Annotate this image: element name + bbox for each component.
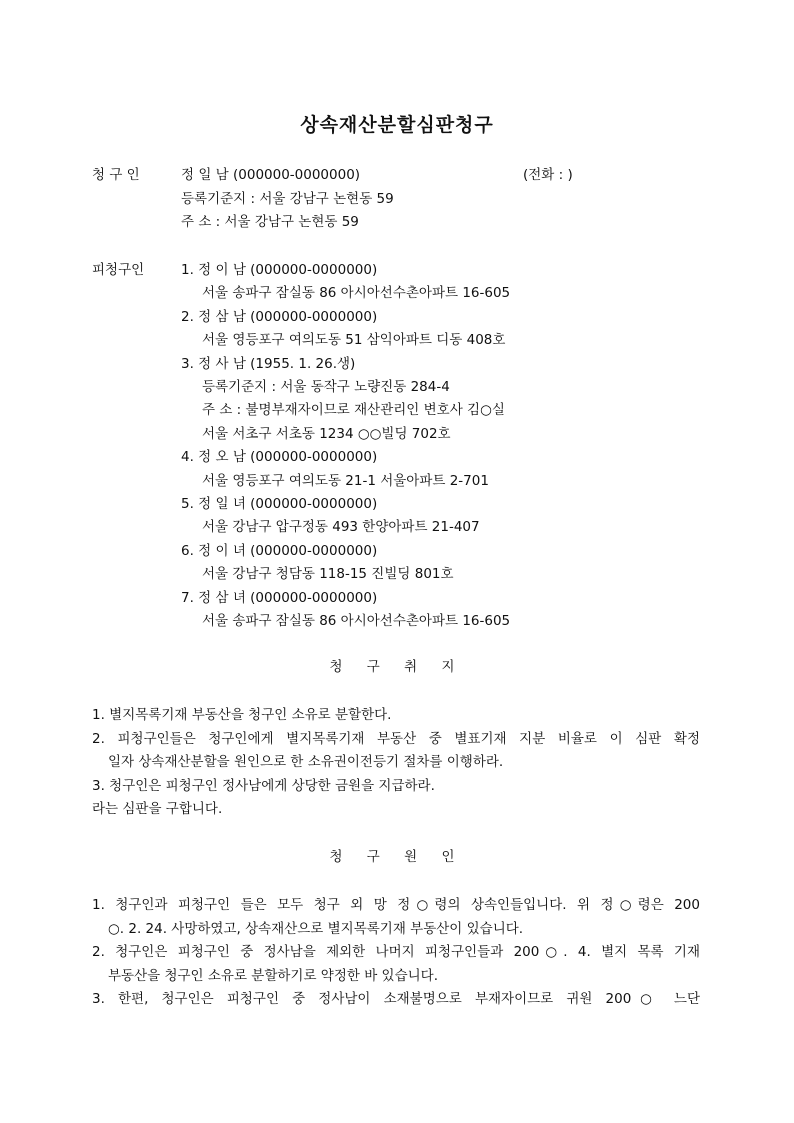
respondent-detail-line: 서울 영등포구 여의도동 51 삼익아파트 디동 408호 — [202, 332, 506, 349]
claimant-label: 청 구 인 — [92, 167, 140, 183]
respondent-detail-line: 주 소 : 불명부재자이므로 재산관리인 변호사 김○실 — [202, 402, 505, 419]
respondent-name-line: 5. 정 일 녀 (000000-0000000) — [181, 496, 378, 512]
cause-heading: 청 구 원 인 — [329, 849, 465, 865]
claimant-registry: 등록기준지 : 서울 강남구 논현동 59 — [181, 191, 394, 207]
purpose-line: 3. 청구인은 피청구인 정사남에게 상당한 금원을 지급하라. — [92, 777, 435, 794]
respondent-detail-line: 등록기준지 : 서울 동작구 노량진동 284-4 — [202, 379, 450, 395]
cause-line: 1. 청구인과 피청구인 들은 모두 청구 외 망 정○령의 상속인들입니다. 위 정○령은 200 — [92, 897, 700, 913]
purpose-heading: 청 구 취 지 — [329, 659, 465, 675]
respondent-detail-line: 서울 영등포구 여의도동 21-1 서울아파트 2-701 — [202, 472, 489, 489]
respondent-detail-line: 서울 송파구 잠실동 86 아시아선수촌아파트 16-605 — [202, 285, 511, 302]
respondent-name-line: 4. 정 오 남 (000000-0000000) — [181, 449, 378, 466]
cause-line: ○. 2. 24. 사망하였고, 상속재산으로 별지목록기재 부동산이 있습니다. — [108, 920, 524, 937]
respondent-detail-line: 서울 서초구 서초동 1234 ○○빌딩 702호 — [202, 425, 451, 442]
respondent-detail-line: 서울 강남구 청담동 118-15 진빌딩 801호 — [202, 566, 454, 583]
cause-line: 부동산을 청구인 소유로 분할하기로 약정한 바 있습니다. — [108, 967, 438, 984]
respondent-detail-line: 서울 송파구 잠실동 86 아시아선수촌아파트 16-605 — [202, 613, 511, 629]
purpose-line: 일자 상속재산분할을 원인으로 한 소유권이전등기 절차를 이행하라. — [108, 754, 504, 771]
cause-line: 3. 한편, 청구인은 피청구인 중 정사남이 소재불명으로 부재자이므로 귀원 200○ 느단 — [92, 991, 700, 1008]
claimant-name: 정 일 남 (000000-0000000) — [181, 167, 361, 183]
respondent-name-line: 7. 정 삼 녀 (000000-0000000) — [181, 589, 378, 606]
claimant-phone: (전화 : ) — [523, 167, 573, 183]
purpose-line: 1. 별지목록기재 부동산을 청구인 소유로 분할한다. — [92, 707, 392, 723]
respondent-name-line: 3. 정 사 남 (1955. 1. 26.생) — [181, 355, 356, 372]
respondent-detail-line: 서울 강남구 압구정동 493 한양아파트 21-407 — [202, 519, 480, 536]
respondent-name-line: 6. 정 이 녀 (000000-0000000) — [181, 542, 378, 559]
respondents-label: 피청구인 — [92, 262, 145, 278]
claimant-address: 주 소 : 서울 강남구 논현동 59 — [181, 214, 359, 230]
document-title: 상속재산분할심판청구 — [300, 114, 494, 136]
purpose-line: 라는 심판을 구합니다. — [92, 801, 223, 818]
purpose-line: 2. 피청구인들은 청구인에게 별지목록기재 부동산 중 별표기재 지분 비율로 이 심판 확정 — [92, 730, 700, 747]
respondent-name-line: 1. 정 이 남 (000000-0000000) — [181, 262, 378, 278]
cause-line: 2. 청구인은 피청구인 중 정사남을 제외한 나머지 피청구인들과 200○. 4. 별지 목록 기재 — [92, 944, 700, 961]
respondent-name-line: 2. 정 삼 남 (000000-0000000) — [181, 308, 378, 325]
